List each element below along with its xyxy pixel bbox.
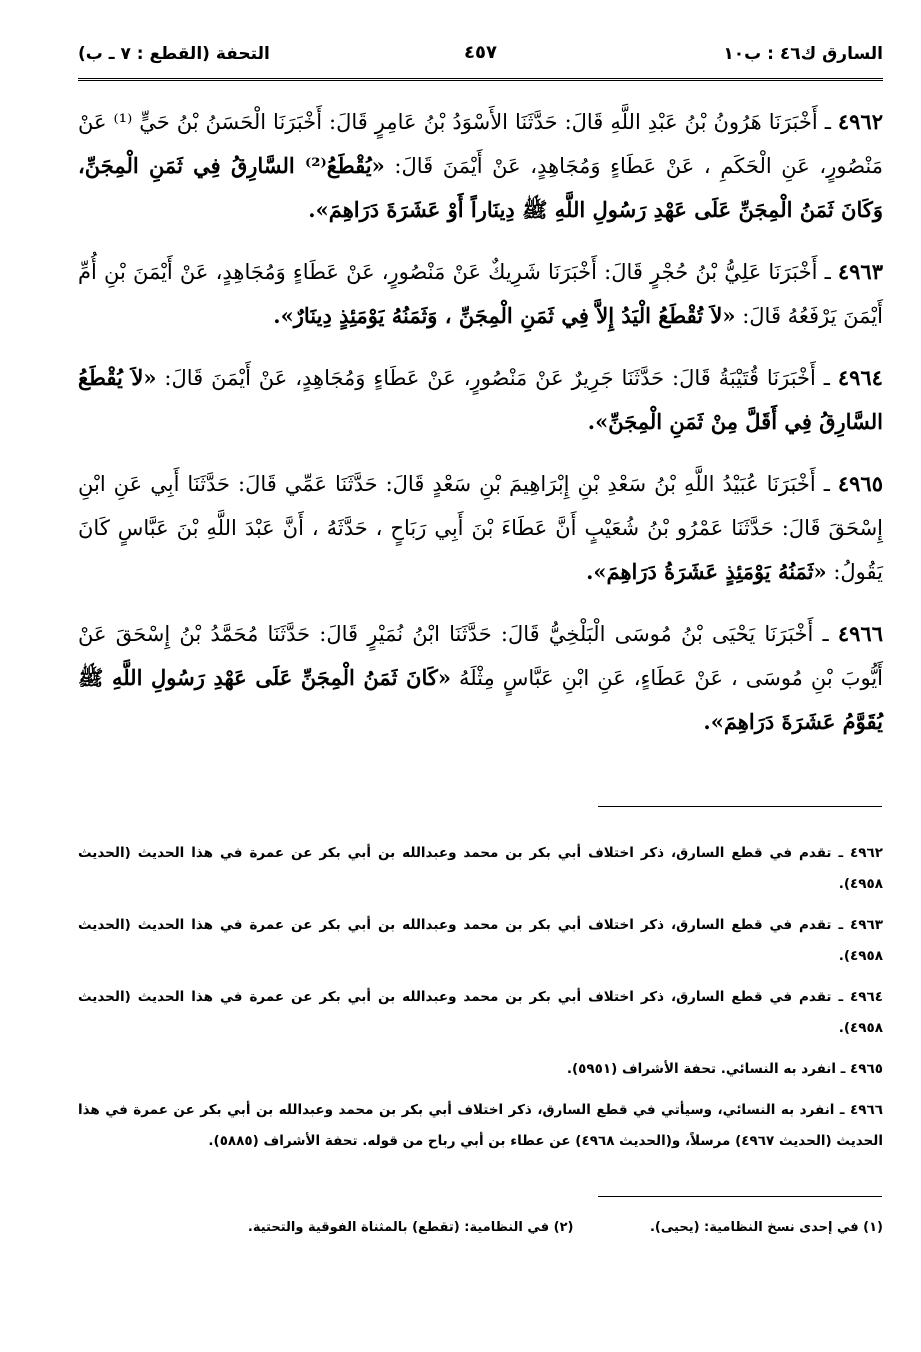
hadith-paragraph [78, 612, 883, 744]
hadith-number: ٤٩٦٣ [837, 259, 883, 284]
hadith-matn: «ثَمَنُهُ يَوْمَئِذٍ عَشَرَةُ دَرَاهِمَ». [586, 559, 827, 584]
tuhfa-reference: التحفة (القطع : ٧ ـ ب) [78, 44, 270, 64]
note-number: ٤٩٦٣ [850, 917, 883, 933]
note-number: ٤٩٦٥ [850, 1061, 883, 1077]
note-text: ـ تقدم في قطع السارق، ذكر اختلاف أبي بكر بن محمد وعبدالله بن أبي بكر عن عمرة في هذا الحديث (الحديث ٤٩٥٨). [78, 845, 883, 892]
hadith-separator: ـ [817, 260, 838, 284]
note-text: ـ انفرد به النسائي، وسيأتي في قطع السارق، ذكر اختلاف أبي بكر بن محمد وعبدالله بن أبي بكر عن عمرة في هذا الحديث (الحديث ٤٩٦٧) مرسلاً، و(الحديث ٤٩٦٨) عن عطاء بن أبي رباح من قوله. تحفة الأشراف (٥٨٨٥). [78, 1102, 883, 1149]
takhrij-note [78, 838, 883, 900]
takhrij-note [78, 1095, 883, 1157]
hadith-paragraph [78, 250, 883, 338]
hadith-isnad: أَخْبَرَنَا قُتَيْبَةُ قَالَ: حَدَّثَنَا جَرِيرٌ عَنْ مَنْصُورٍ، عَنْ عَطَاءٍ وَمُجَاهِدٍ، عَنْ أَيْمَنَ قَالَ: [156, 366, 816, 390]
hadith-matn: «لاَ تُقْطَعُ الْيَدُ إِلاَّ فِي ثَمَنِ الْمِجَنِّ ، وَثَمَنُهُ يَوْمَئِذٍ دِينَارٌ». [273, 303, 736, 328]
hadith-number: ٤٩٦٢ [837, 109, 883, 134]
footnote-1: (١) في إحدى نسخ النظامية: (يحيى). [649, 1220, 883, 1235]
footnotes-divider [598, 1196, 882, 1197]
hadith-number: ٤٩٦٤ [837, 365, 883, 390]
hadith-isnad: أَخْبَرَنَا عَلِيُّ بْنُ حُجْرٍ قَالَ: أَخْبَرَنَا شَرِيكٌ عَنْ مَنْصُورٍ، عَنْ عَطَاءٍ وَمُجَاهِدٍ، عَنْ أَيْمَنَ بْنِ أُمِّ أَيْمَنَ يَرْفَعُهُ قَالَ: [78, 260, 883, 328]
hadith-separator: ـ [813, 622, 838, 646]
hadith-paragraph [78, 356, 883, 444]
hadith-isnad: أَخْبَرَنَا هَرُونُ بْنُ عَبْدِ اللَّهِ قَالَ: حَدَّثَنَا الأَسْوَدُ بْنُ عَامِرٍ قَالَ: أَخْبَرَنَا الْحَسَنُ بْنُ حَيٍّ ⁽¹⁾ عَنْ مَنْصُورٍ، عَنِ الْحَكَمِ ، عَنْ عَطَاءٍ وَمُجَاهِدٍ، عَنْ أَيْمَنَ قَالَ: [78, 110, 883, 178]
hadith-paragraph [78, 462, 883, 594]
hadith-isnad: أَخْبَرَنَا عُبَيْدُ اللَّهِ بْنُ سَعْدِ بْنِ إِبْرَاهِيمَ بْنِ سَعْدٍ قَالَ: حَدَّثَنَا عَمِّي قَالَ: حَدَّثَنَا أَبِي عَنِ ابْنِ إِسْحَقَ قَالَ: حَدَّثَنَا عَمْرُو بْنُ شُعَيْبٍ أَنَّ عَطَاءَ بْنَ أَبِي رَبَاحٍ ، حَدَّثَهُ ، أَنَّ عَبْدَ اللَّهِ بْنَ عَبَّاسٍ كَانَ يَقُولُ: [78, 472, 883, 584]
notes-divider [598, 806, 882, 807]
hadith-paragraph [78, 100, 883, 232]
hadith-matn: «كَانَ ثَمَنُ الْمِجَنِّ عَلَى عَهْدِ رَسُولِ اللَّهِ ﷺ يُقَوَّمُ عَشَرَةَ دَرَاهِمَ». [78, 665, 883, 734]
note-text: ـ انفرد به النسائي. تحفة الأشراف (٥٩٥١). [566, 1061, 851, 1077]
hadith-separator: ـ [817, 110, 838, 134]
hadith-text-block [78, 100, 883, 762]
header-divider [78, 78, 883, 81]
hadith-number: ٤٩٦٦ [837, 621, 883, 646]
hadith-isnad: أَخْبَرَنَا يَحْيَى بْنُ مُوسَى الْبَلْخِيُّ قَالَ: حَدَّثَنَا ابْنُ نُمَيْرٍ قَالَ: حَدَّثَنَا مُحَمَّدُ بْنُ إِسْحَقَ عَنْ أَيُّوبَ بْنِ مُوسَى ، عَنْ عَطَاءٍ، عَنِ ابْنِ عَبَّاسٍ مِثْلَهُ [78, 622, 883, 690]
takhrij-note [78, 910, 883, 972]
note-number: ٤٩٦٤ [850, 989, 883, 1005]
hadith-separator: ـ [815, 472, 838, 496]
note-number: ٤٩٦٢ [850, 845, 883, 861]
footnote-2: (٢) في النظامية: (تقطع) بالمثناة الفوقية والتحتية. [247, 1220, 574, 1235]
hadith-separator: ـ [815, 366, 838, 390]
note-text: ـ تقدم في قطع السارق، ذكر اختلاف أبي بكر بن محمد وعبدالله بن أبي بكر عن عمرة في هذا الحديث (الحديث ٤٩٥٨). [78, 917, 883, 964]
chapter-reference: السارق ك٤٦ : ب١٠ [723, 44, 883, 64]
page-number: ٤٥٧ [464, 42, 497, 63]
takhrij-notes [78, 838, 883, 1167]
hadith-matn: «لاَ يُقْطَعُ السَّارِقُ فِي أَقَلَّ مِنْ ثَمَنِ الْمِجَنِّ». [78, 365, 883, 434]
hadith-matn: «يُقْطَعُ⁽²⁾ السَّارِقُ فِي ثَمَنِ الْمِجَنِّ، وَكَانَ ثَمَنُ الْمِجَنِّ عَلَى عَهْدِ رَسُولِ اللَّهِ ﷺ دِينَاراً أَوْ عَشَرَةَ دَرَاهِمَ». [78, 153, 883, 222]
takhrij-note [78, 1054, 883, 1085]
hadith-number: ٤٩٦٥ [837, 471, 883, 496]
note-text: ـ تقدم في قطع السارق، ذكر اختلاف أبي بكر بن محمد وعبدالله بن أبي بكر عن عمرة في هذا الحديث (الحديث ٤٩٥٨). [78, 989, 883, 1036]
takhrij-note [78, 982, 883, 1044]
page-header [78, 36, 883, 72]
note-number: ٤٩٦٦ [850, 1102, 883, 1118]
footnotes [78, 1220, 883, 1235]
